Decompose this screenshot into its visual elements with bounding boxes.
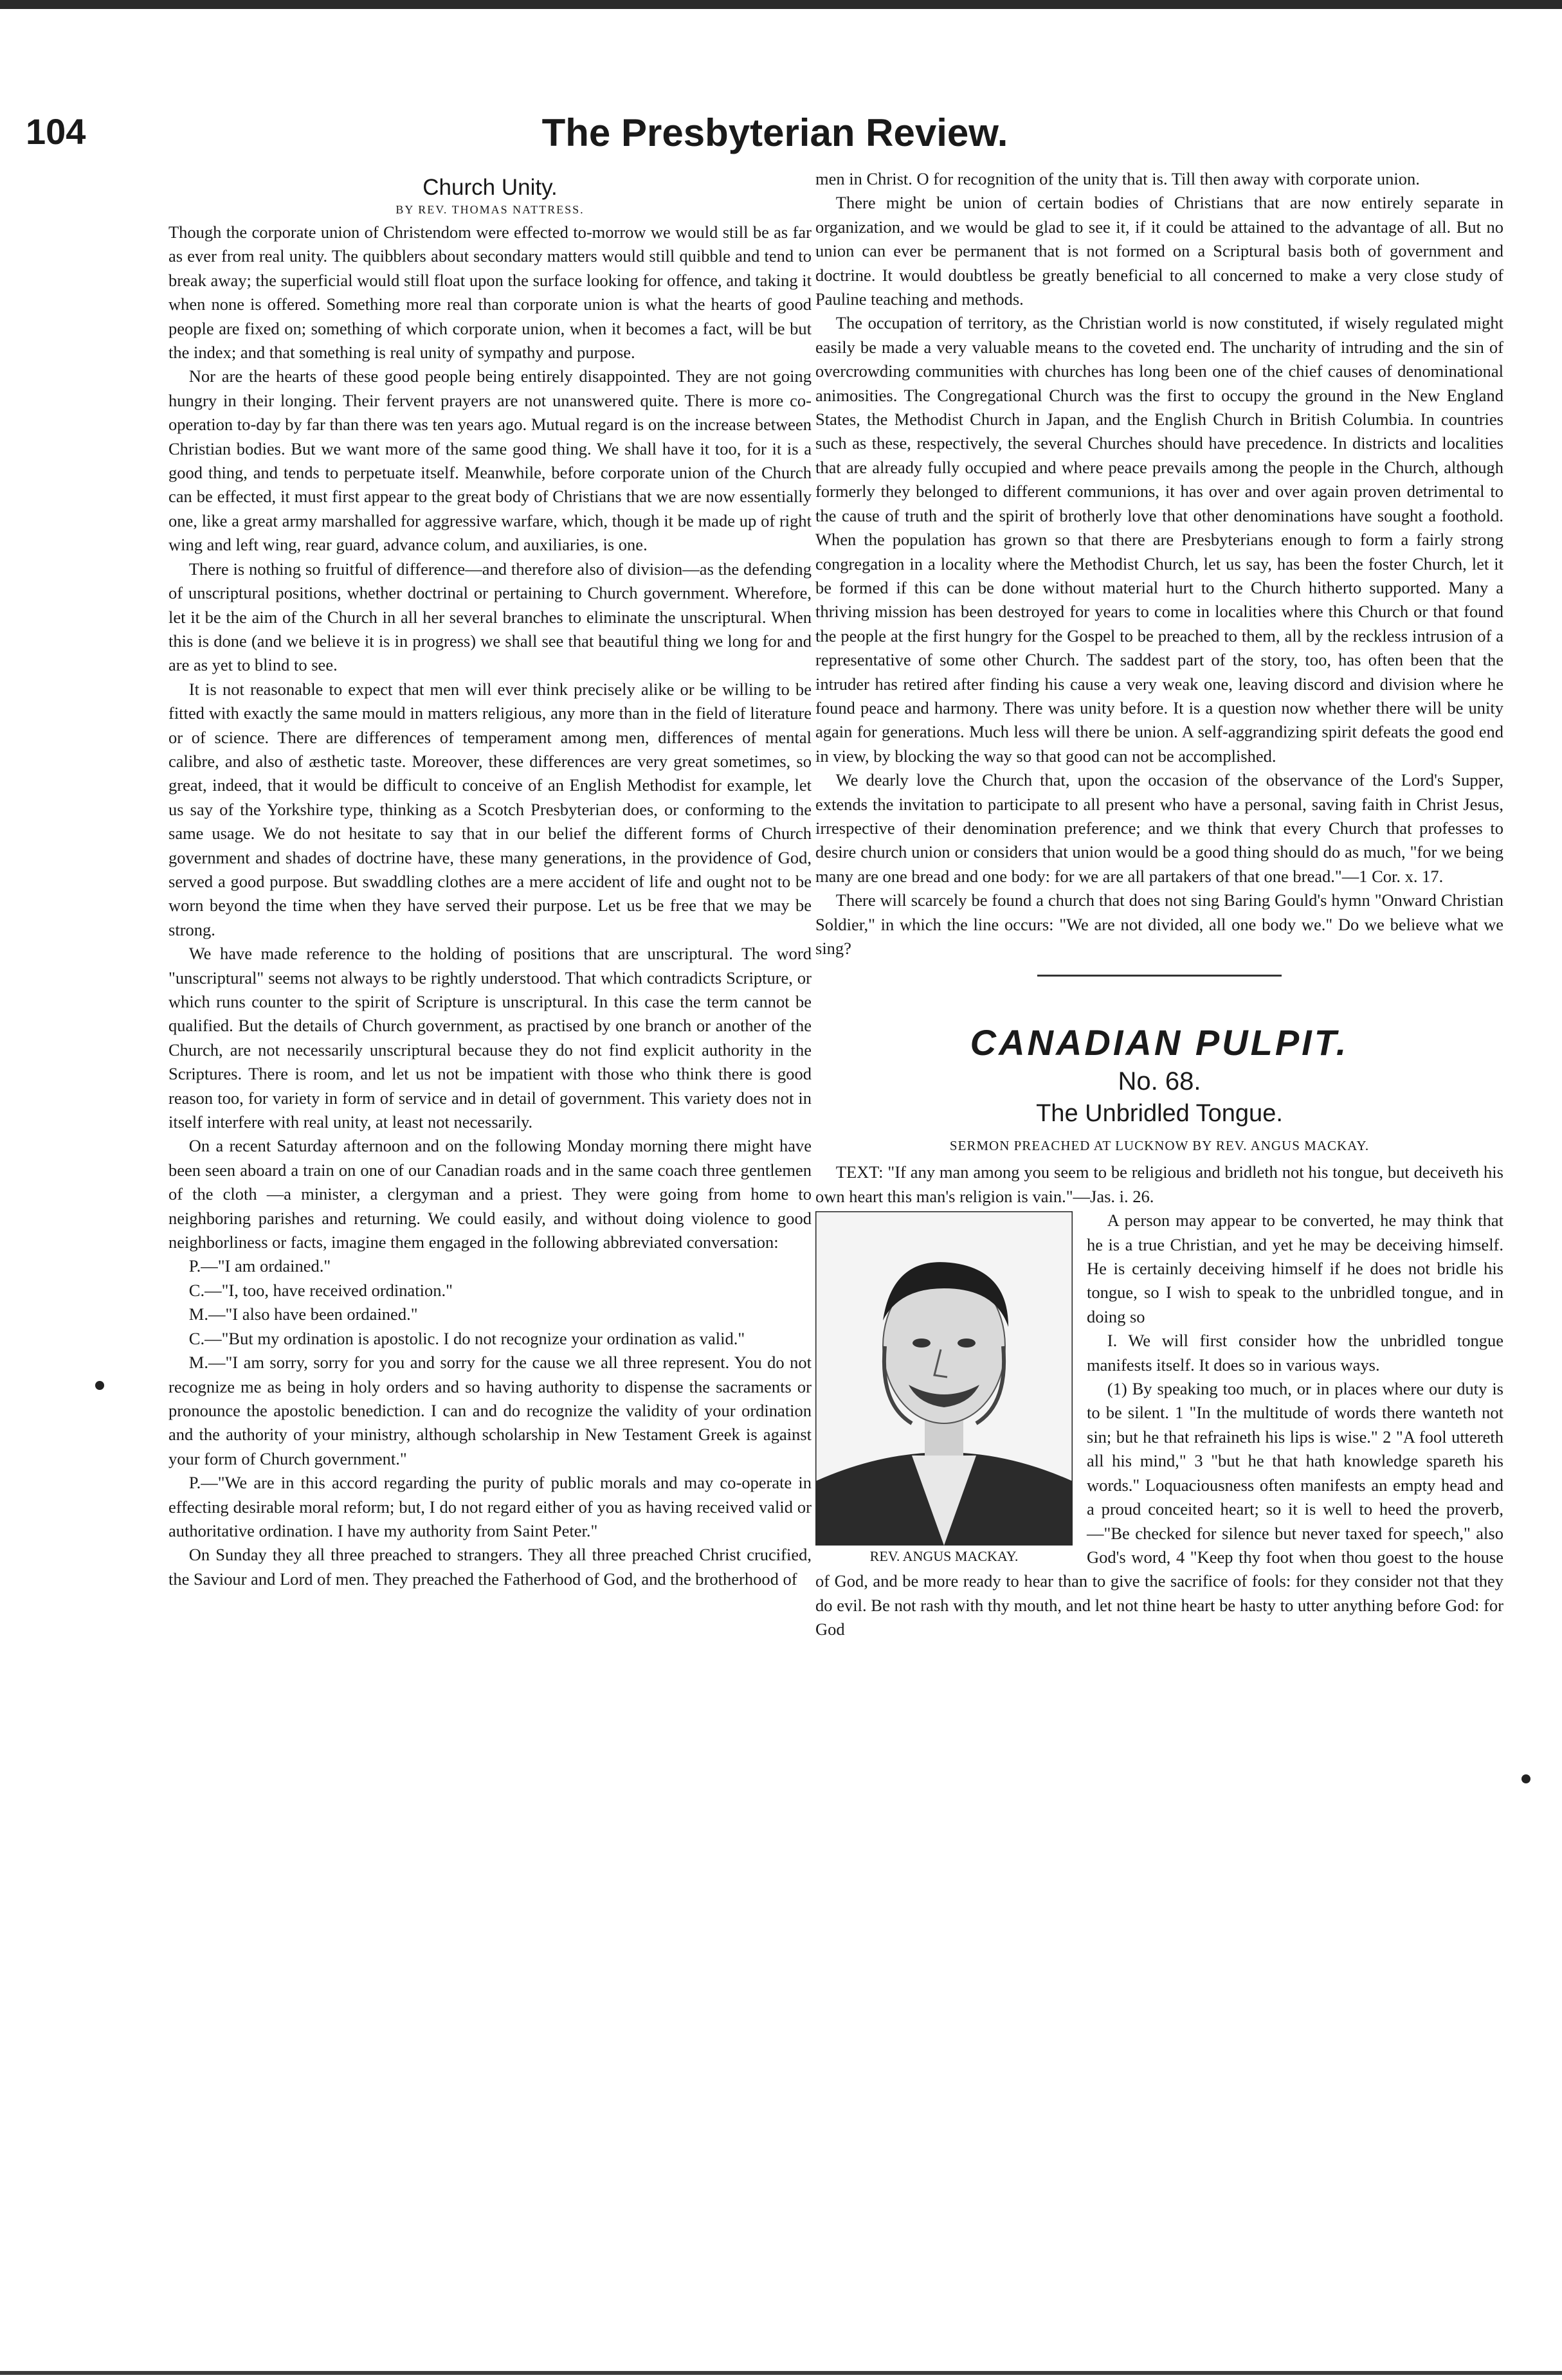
- article-paragraph: men in Christ. O for recognition of the unity that is. Till then away with corporate union.: [815, 169, 1420, 188]
- article-paragraph: There is nothing so fruitful of difference—and therefore also of division—as the defending of unscriptural positions, whether doctrinal or pertaining to Church government. Wherefore, let it be the aim of the Church in all her several branches to eliminate the unscriptural. When this is done (and we believe it is in progress) we shall see that beautiful thing we long for and are as yet to blind to see.: [168, 559, 812, 675]
- article-paragraph: The occupation of territory, as the Christian world is now constituted, if wisely regulated might easily be made a very valuable means to the coveted end. The uncharity of intruding and the sin of overcrowding communities with churches has long been one of the chief causes of denominational animosities. The Congregational Church was the first to occupy the ground in the New England States, the Methodist Church in Japan, and the English Church in British Columbia. In countries such as these, respectively, the several Churches should have precedence. In districts and localities that are already fully occupied and where peace prevails among the people in the Church, although formerly they belonged to different communions, it has over and over again proven detrimental to the cause of truth and the spirit of brotherly love that other denominations have sought a foothold. When the population has grown so that there are Presbyterians enough to form a fairly strong congregation in a locality where the Methodist Church, let us say, has been the foster Church, let it be formed if this can be done without material hurt to the Church hitherto supported. Many a thriving mission has been destroyed for years to come in localities where this Church or that found the people at the first hungry for the Gospel to be preached to them, all by the reckless intrusion of a representative of some other Church. The saddest part of the story, too, has often been that the intruder has retired after finding his cause a very weak one, leaving discord and division where he found peace and harmony. There was unity before. It is a question now whether there will be unity again for generations. Much less will there be union. A self-aggrandizing spirit defeats the good end in view, by blocking the way so that good can not be accomplished.: [815, 313, 1503, 766]
- section-title: CANADIAN PULPIT.: [970, 1022, 1349, 1063]
- article-paragraph: We have made reference to the holding of positions that are unscriptural. The word "unscriptural" seems not always to be rightly understood. That which contradicts Scripture, or which runs counter to the spirit of Scripture is unscriptural. In this case the term cannot be qualified. But the details of Church government, as practised by one branch or another of the Church, are not necessarily unscriptural because they do not find explicit authority in the Scriptures. There is room, and let us not be impatient with those who think there is good reason too, for variety in form of service and in detail of government. This variety does not in itself interfere with real unity, at least not necessarily.: [168, 944, 812, 1132]
- sermon-paragraph: A person may appear to be converted, he may think that he is a true Christian, and yet he may be deceiving himself. He is certainly deceiving himself if he does not bridle his tongue, so I wish to speak to the unbridled tongue, and in doing so: [1087, 1211, 1503, 1326]
- bottom-scan-border: [0, 2371, 1562, 2375]
- article-paragraph: We dearly love the Church that, upon the occasion of the observance of the Lord's Supper, extends the invitation to participate to all present who have a personal, saving faith in Christ Jesus, irrespective of their denomination preference; and we think that every Church that professes to desire church union or considers that union would be a good thing should do as much, "for we being many are one bread and one body: for we are all partakers of that one bread."—1 Cor. x. 17.: [815, 770, 1503, 886]
- portrait-image: [815, 1211, 1073, 1546]
- portrait: [815, 1211, 1073, 1565]
- article-paragraph: On a recent Saturday afternoon and on the following Monday morning there might have been seen aboard a train on one of our Canadian roads and in the same coach three gentlemen of the cloth —a minister, a clergyman and a priest. They were going from home to neighboring parishes and returning. We could easily, and without doing violence to good neighborliness or facts, imagine them engaged in the following abbreviated conversation:: [168, 1136, 812, 1252]
- dialogue-line: M.—"I also have been ordained.": [188, 1304, 418, 1324]
- sermon-paragraph: I. We will first consider how the unbridled tongue manifests itself. It does so in various ways.: [1087, 1331, 1503, 1375]
- dialogue-line: C.—"I, too, have received ordination.": [188, 1280, 453, 1300]
- dialogue-line: P.—"We are in this accord regarding the purity of public morals and may co-operate in effecting desirable moral reform; but, I do not regard either of you as having received valid or authoritative ordination. I have my authority from Saint Peter.": [168, 1473, 812, 1540]
- sermon-paragraph: (1) By speaking too much, or in places where our duty is to be silent. 1 "In the multitude of words there wanteth not sin; but he that refraineth his lips is wise." 2 "A fool uttereth all his mind," 3 "but he that hath knowledge spareth his words." Loquaciousness often manifests an empty head and a proud conceited heart; so it is well to heed the proverb,—"Be checked for silence but never taxed for speech," also God's word, 4 "Keep thy foot when thou goest to the house of God, and be more ready to hear than to give the sacrifice of fools: for they consider not that they do evil. Be not rash with thy mouth, and let not thine heart be hasty to utter anything before God: for God: [815, 1379, 1503, 1639]
- sermon-text-intro: TEXT: "If any man among you seem to be religious and bridleth not his tongue, but deceiveth his own heart this man's religion is vain."—Jas. i. 26.: [815, 1162, 1503, 1206]
- article-paragraph: It is not reasonable to expect that men will ever think precisely alike or be willing to be fitted with exactly the same mould in matters religious, any more than in the field of literature or of science. There are differences of temperament among men, differences of mental calibre, and also of æsthetic taste. Moreover, these differences are very great sometimes, so great, indeed, that it would be difficult to conceive of an English Methodist for example, let us say of the Yorkshire type, thinking as a Scotch Presbyterian does, or conforming to the same usage. We do not hesitate to say that in our belief the different forms of Church government and shades of doctrine have, these many generations, in the providence of God, served a good purpose. But swaddling clothes are a mere accident of life and ought not to be worn beyond the time when they have served their purpose. Let us be free that we may be strong.: [168, 679, 812, 939]
- article-byline: BY REV. THOMAS NATTRESS.: [395, 203, 585, 216]
- article-paragraph: There might be union of certain bodies of Christians that are now entirely separate in organization, and we would be glad to see it, if it could be attained to the advantage of all. But no union can ever be permanent that is not formed on a Scriptural basis both of government and doctrine. It would doubtless be greatly beneficial to all concerned to make a very close study of Pauline teaching and methods.: [815, 193, 1503, 309]
- page-header: [26, 111, 1524, 162]
- dialogue-line: M.—"I am sorry, sorry for you and sorry for the cause we all three represent. You do not recognize me as being in holy orders and so having authority to dispense the sacraments or pronounce the apostolic benediction. I can and do recognize the validity of your ordination and the authority of your ministry, although scholarship in New Testament Greek is against your form of Church government.": [168, 1353, 812, 1468]
- scan-speck: [1521, 1774, 1530, 1783]
- sermon-title: The Unbridled Tongue.: [1036, 1100, 1283, 1128]
- article-paragraph: Though the corporate union of Christendom were effected to-morrow we would still be as far as ever from real unity. The quibblers about secondary matters would still quibble and tend to break away; the superficial would still float upon the surface looking for offence, and taking it when none is offered. Something more real than corporate union is what the hearts of good people are fixed on; something of which corporate union, when it becomes a fact, will be but the index; and that something is real unity of sympathy and purpose.: [168, 222, 812, 363]
- publication-title: The Presbyterian Review.: [541, 111, 1008, 154]
- article-title: Church Unity.: [422, 175, 558, 200]
- dialogue-line: P.—"I am ordained.": [188, 1256, 331, 1276]
- page-number: 104: [26, 111, 86, 152]
- dialogue-line: C.—"But my ordination is apostolic. I do not recognize your ordination as valid.": [188, 1328, 745, 1348]
- article-paragraph: On Sunday they all three preached to strangers. They all three preached Christ crucified, the Saviour and Lord of men. They preached the Fatherhood of God, and the brotherhood of: [168, 1545, 812, 1589]
- section-divider: [1037, 975, 1282, 977]
- article-paragraph: Nor are the hearts of these good people being entirely disappointed. They are not going hungry in their longing. Their fervent prayers are not unanswered quite. There is more co-operation to-day by far than there was ten years ago. Mutual regard is on the increase between Christian bodies. But we want more of the same good thing. We shall have it too, for it is a good thing, and tends to perpetuate itself. Meanwhile, before corporate union of the Church can be effected, it must first appear to the great body of Christians that we are now essentially one, like a great army marshalled for aggressive warfare, which, though it be made up of right wing and left wing, rear guard, advance colum, and auxiliaries, is one.: [168, 366, 812, 555]
- right-column: [815, 167, 1503, 1642]
- sermon-attribution: SERMON PREACHED AT LUCKNOW BY REV. ANGUS MACKAY.: [949, 1138, 1370, 1154]
- scan-speck: [95, 1381, 104, 1390]
- left-column: [168, 167, 812, 1591]
- issue-number: No. 68.: [1118, 1067, 1201, 1096]
- portrait-caption: REV. ANGUS MACKAY.: [869, 1548, 1019, 1565]
- article-paragraph: There will scarcely be found a church that does not sing Baring Gould's hymn "Onward Christian Soldier," in which the line occurs: "We are not divided, all one body we." Do we believe what we sing?: [815, 890, 1503, 958]
- top-scan-border: [0, 0, 1562, 9]
